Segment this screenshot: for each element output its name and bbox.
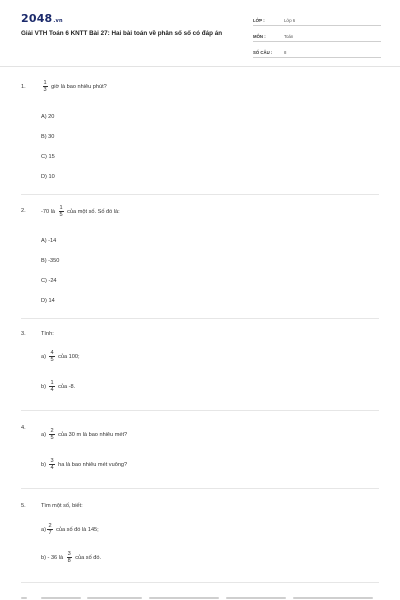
cut-off-next-question (21, 590, 379, 600)
question-2-text: của một số. Số đó là: (67, 208, 120, 215)
part-text: của 100; (58, 353, 80, 360)
document-header (0, 0, 400, 67)
question-5-number: 5. (21, 503, 26, 509)
logo-main: 2048 (21, 12, 53, 25)
part-label: b) - 36 là (41, 554, 64, 561)
meta-count-value: 8 (284, 50, 287, 55)
part-text: ha là bao nhiêu mét vuông? (58, 461, 128, 468)
meta-grade-value: Lớp 6 (284, 18, 296, 23)
question-4-part-a (41, 428, 127, 441)
question-1-option-c[interactable]: C) 15 (41, 154, 55, 160)
divider (21, 410, 379, 411)
meta-grade (253, 14, 381, 26)
question-1-option-a[interactable]: A) 20 (41, 114, 55, 120)
meta-subject-value: Toán (284, 34, 294, 39)
question-2-option-a[interactable]: A) -14 (41, 238, 57, 244)
question-2-option-d[interactable]: D) 14 (41, 298, 55, 304)
site-logo[interactable] (21, 12, 63, 25)
part-label: a) (41, 431, 46, 438)
part-label: a) (41, 526, 46, 533)
question-5-intro: Tìm một số, biết: (41, 503, 83, 509)
question-2-option-b[interactable]: B) -350 (41, 258, 60, 264)
question-1-number: 1. (21, 84, 26, 90)
fraction: $\frac{3}{8}$ (67, 551, 71, 564)
question-2-stem (41, 205, 120, 218)
part-label: a) (41, 353, 46, 360)
part-label: b) (41, 461, 46, 468)
fraction: $\frac{1}{4}$ (50, 380, 54, 393)
part-text: của số đó là 145; (56, 526, 99, 533)
question-2-pre: -70 là (41, 208, 55, 215)
part-label: b) (41, 383, 46, 390)
meta-question-count (253, 46, 381, 58)
fraction: $\frac{1}{5}$ (59, 205, 63, 218)
meta-subject (253, 30, 381, 42)
question-4-number: 4. (21, 425, 26, 431)
question-1-option-d[interactable]: D) 10 (41, 174, 55, 180)
meta-grade-label: LỚP : (253, 18, 265, 23)
question-3-part-b (41, 380, 75, 393)
fraction: $\frac{2}{5}$ (50, 428, 54, 441)
fraction: $\frac{4}{5}$ (50, 350, 54, 363)
question-2-option-c[interactable]: C) -24 (41, 278, 57, 284)
divider (21, 582, 379, 583)
question-1-stem (41, 80, 107, 93)
fraction: $\frac{1}{3}$ (43, 80, 47, 93)
question-5-part-a (41, 523, 99, 536)
question-3-part-a (41, 350, 80, 363)
document-title: Giải VTH Toán 6 KNTT Bài 27: Hai bài toán về phân số số có đáp án (21, 30, 223, 37)
logo-suffix: .vn (53, 18, 63, 24)
meta-count-label: SỐ CÂU : (253, 50, 273, 55)
divider (21, 318, 379, 319)
question-3-intro: Tính: (41, 331, 54, 337)
fraction: $\frac{3}{4}$ (50, 458, 54, 471)
part-text: của 30 m là bao nhiêu mét? (58, 431, 128, 438)
part-text: của số đó. (75, 554, 102, 561)
meta-subject-label: MÔN : (253, 34, 266, 39)
question-list (0, 67, 400, 600)
question-2-number: 2. (21, 208, 26, 214)
part-text: của -8. (58, 383, 76, 390)
divider (21, 194, 379, 195)
divider (21, 488, 379, 489)
question-1-text: giờ là bao nhiêu phút? (51, 83, 107, 90)
question-4-part-b (41, 458, 127, 471)
question-5-part-b (41, 551, 101, 564)
question-1-option-b[interactable]: B) 30 (41, 134, 55, 140)
question-3-number: 3. (21, 331, 26, 337)
fraction: $\frac{2}{7}$ (48, 523, 52, 536)
